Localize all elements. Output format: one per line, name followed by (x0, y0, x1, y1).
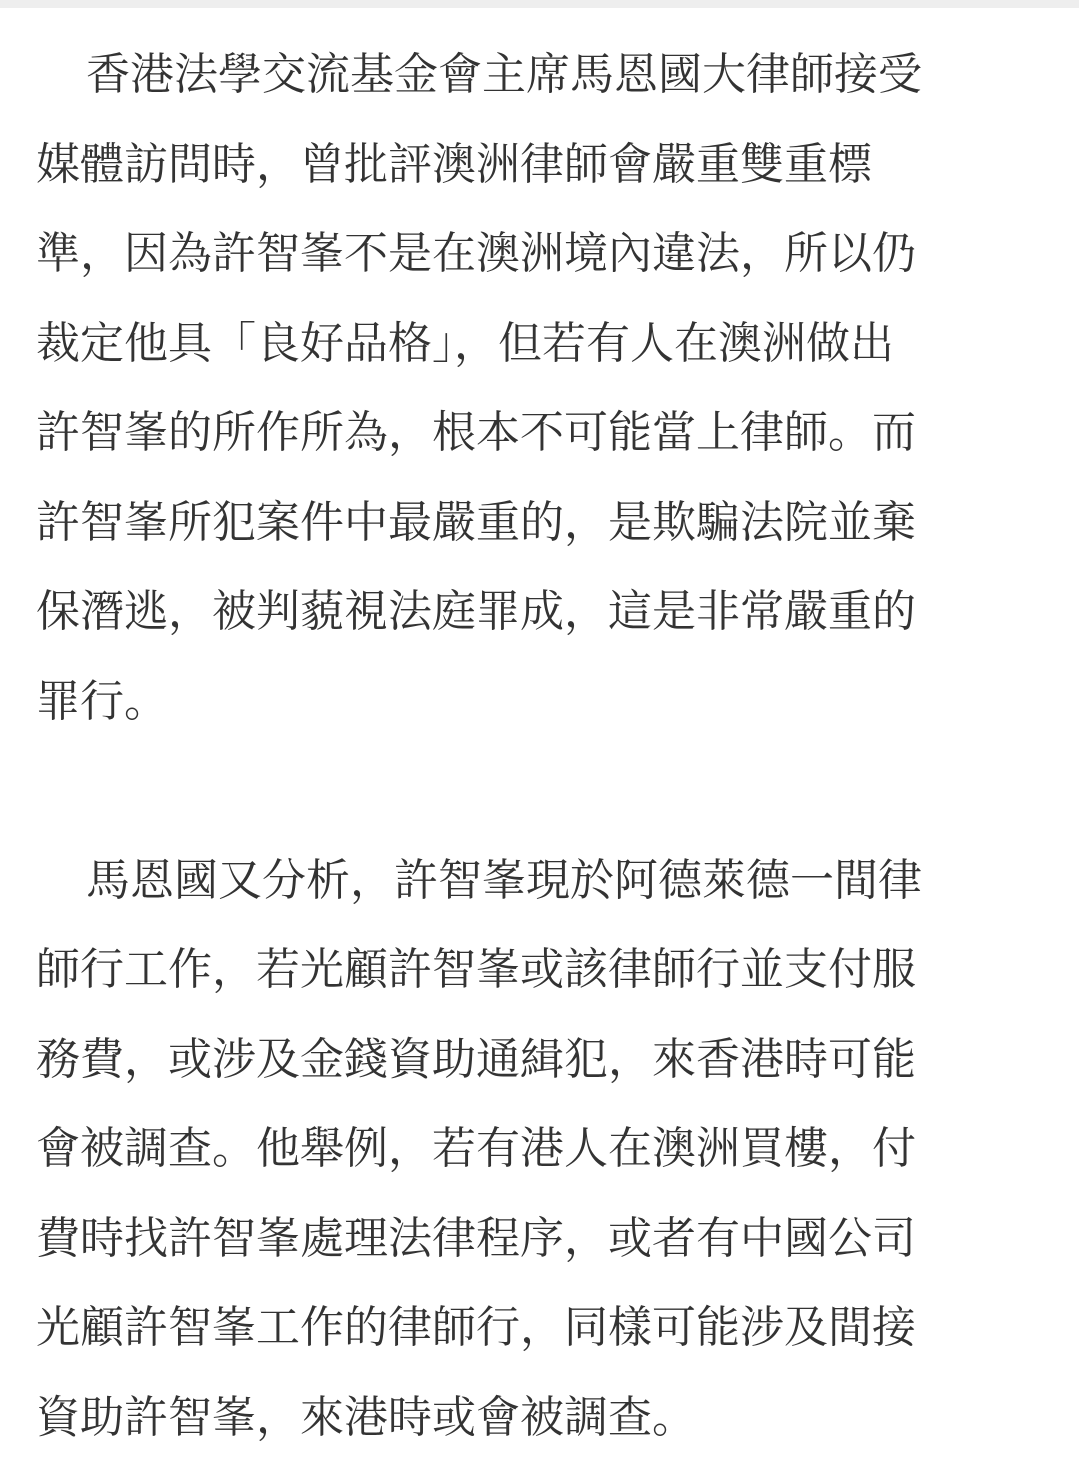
paragraph-line: 務費，或涉及金錢資助通緝犯，來香港時可能 (36, 1033, 916, 1085)
article-body (36, 30, 1052, 1462)
paragraph-line: 費時找許智峯處理法律程序，或者有中國公司 (36, 1212, 916, 1264)
paragraph-line: 罪行。 (36, 675, 168, 727)
paragraph-line: 裁定他具「良好品格」，但若有人在澳洲做出 (36, 317, 894, 369)
paragraph-line: 保潛逃，被判藐視法庭罪成，這是非常嚴重的 (36, 586, 916, 637)
paragraph-line: 光顧許智峯工作的律師行，同樣可能涉及間接 (36, 1302, 916, 1353)
paragraph-line: 準，因為許智峯不是在澳洲境內違法，所以仍 (36, 228, 916, 279)
paragraph-2 (36, 836, 1052, 1463)
paragraph-line: 會被調查。他舉例，若有港人在澳洲買樓，付 (36, 1123, 916, 1174)
paragraph-line: 香港法學交流基金會主席馬恩國大律師接受 (86, 49, 922, 100)
paragraph-line: 許智峯的所作所為，根本不可能當上律師。而 (36, 407, 916, 458)
top-divider-strip (0, 0, 1079, 8)
paragraph-line: 許智峯所犯案件中最嚴重的，是欺騙法院並棄 (36, 496, 916, 548)
paragraph-line: 資助許智峯，來港時或會被調查。 (36, 1391, 696, 1443)
paragraph-line: 師行工作，若光顧許智峯或該律師行並支付服 (36, 944, 916, 995)
paragraph-spacer (36, 746, 1052, 836)
paragraph-line: 媒體訪問時，曾批評澳洲律師會嚴重雙重標 (36, 138, 872, 190)
paragraph-1 (36, 30, 1052, 746)
paragraph-line: 馬恩國又分析，許智峯現於阿德萊德一間律 (86, 854, 922, 906)
